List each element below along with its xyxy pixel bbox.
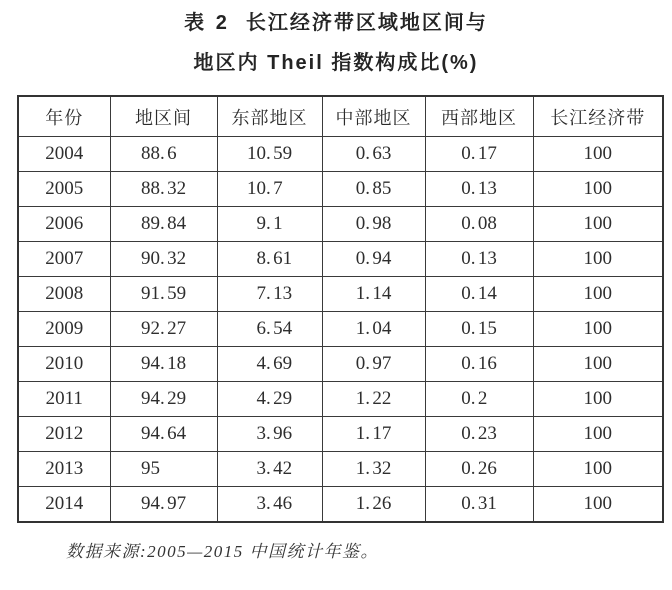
value-cell: 8. 61 (217, 242, 322, 277)
value-cell: 100 (533, 172, 663, 207)
value-cell: 0. 23 (425, 417, 533, 452)
table-caption-line2: 地区内 Theil 指数构成比(%) (193, 52, 479, 74)
year-cell: 2012 (18, 417, 110, 452)
value-cell: 0. 2 (425, 382, 533, 417)
value-cell: 1. 14 (322, 277, 425, 312)
table-caption-line1 (0, 0, 672, 36)
table-row (18, 242, 663, 277)
table-row (18, 487, 663, 523)
value-cell: 10. 59 (217, 137, 322, 172)
value-cell: 1. 17 (322, 417, 425, 452)
value-cell: 1. 32 (322, 452, 425, 487)
value-cell: 0. 16 (425, 347, 533, 382)
value-cell: 0. 15 (425, 312, 533, 347)
value-cell: 0. 31 (425, 487, 533, 523)
column-header-1: 地区间 (110, 96, 217, 137)
table-row (18, 347, 663, 382)
value-cell: 100 (533, 347, 663, 382)
value-cell: 1. 22 (322, 382, 425, 417)
value-cell: 1. 04 (322, 312, 425, 347)
year-cell: 2009 (18, 312, 110, 347)
table-row (18, 207, 663, 242)
value-cell: 100 (533, 277, 663, 312)
value-cell: 94. 97 (110, 487, 217, 523)
value-cell: 3. 42 (217, 452, 322, 487)
column-header-3: 中部地区 (322, 96, 425, 137)
value-cell: 100 (533, 452, 663, 487)
value-cell: 0. 94 (322, 242, 425, 277)
value-cell: 10. 7 (217, 172, 322, 207)
value-cell: 0. 13 (425, 242, 533, 277)
table-caption-text: 长江经济带区域地区间与 (245, 12, 488, 34)
column-header-2: 东部地区 (217, 96, 322, 137)
value-cell: 0. 14 (425, 277, 533, 312)
value-cell: 0. 63 (322, 137, 425, 172)
value-cell: 6. 54 (217, 312, 322, 347)
year-cell: 2006 (18, 207, 110, 242)
table-row (18, 277, 663, 312)
year-cell: 2013 (18, 452, 110, 487)
value-cell: 94. 29 (110, 382, 217, 417)
value-cell: 1. 26 (322, 487, 425, 523)
value-cell: 0. 08 (425, 207, 533, 242)
table-row (18, 172, 663, 207)
year-cell: 2007 (18, 242, 110, 277)
value-cell: 94. 18 (110, 347, 217, 382)
value-cell: 3. 96 (217, 417, 322, 452)
value-cell: 4. 29 (217, 382, 322, 417)
value-cell: 0. 98 (322, 207, 425, 242)
year-cell: 2011 (18, 382, 110, 417)
value-cell: 0. 97 (322, 347, 425, 382)
table-caption (0, 0, 672, 76)
value-cell: 7. 13 (217, 277, 322, 312)
year-cell: 2008 (18, 277, 110, 312)
value-cell: 100 (533, 487, 663, 523)
value-cell: 100 (533, 312, 663, 347)
value-cell: 88. 32 (110, 172, 217, 207)
year-cell: 2014 (18, 487, 110, 523)
column-header-0: 年份 (18, 96, 110, 137)
table-row (18, 137, 663, 172)
value-cell: 100 (533, 382, 663, 417)
table-number-label: 表 2 (184, 12, 230, 34)
table-row (18, 417, 663, 452)
value-cell: 91. 59 (110, 277, 217, 312)
value-cell: 3. 46 (217, 487, 322, 523)
value-cell: 0. 26 (425, 452, 533, 487)
source-note: 数据来源:2005—2015 中国统计年鉴。 (66, 542, 380, 561)
value-cell: 4. 69 (217, 347, 322, 382)
value-cell: 95 (110, 452, 217, 487)
value-cell: 88. 6 (110, 137, 217, 172)
theil-index-table (17, 95, 664, 523)
table-row (18, 452, 663, 487)
column-header-5: 长江经济带 (533, 96, 663, 137)
year-cell: 2010 (18, 347, 110, 382)
value-cell: 100 (533, 242, 663, 277)
value-cell: 94. 64 (110, 417, 217, 452)
value-cell: 0. 17 (425, 137, 533, 172)
year-cell: 2004 (18, 137, 110, 172)
value-cell: 100 (533, 417, 663, 452)
column-header-4: 西部地区 (425, 96, 533, 137)
value-cell: 9. 1 (217, 207, 322, 242)
value-cell: 89. 84 (110, 207, 217, 242)
value-cell: 0. 85 (322, 172, 425, 207)
value-cell: 100 (533, 137, 663, 172)
table-header-row (18, 96, 663, 137)
year-cell: 2005 (18, 172, 110, 207)
table-row (18, 382, 663, 417)
value-cell: 0. 13 (425, 172, 533, 207)
value-cell: 100 (533, 207, 663, 242)
value-cell: 92. 27 (110, 312, 217, 347)
value-cell: 90. 32 (110, 242, 217, 277)
table-row (18, 312, 663, 347)
